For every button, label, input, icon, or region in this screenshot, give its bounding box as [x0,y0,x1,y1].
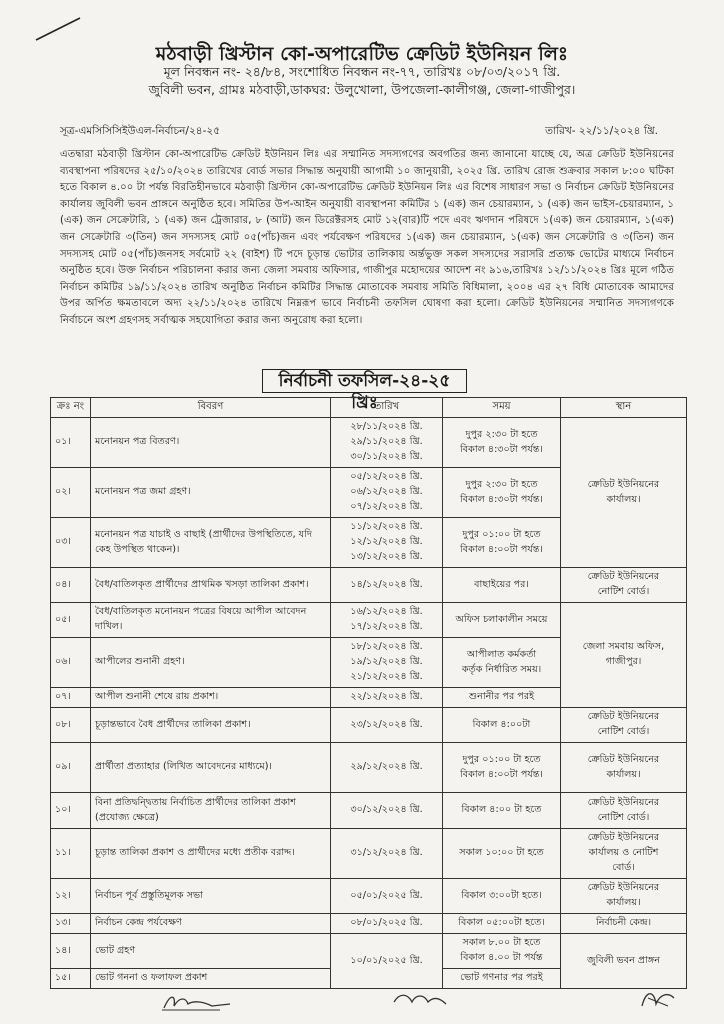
row-dates [331,708,443,743]
row-date: ১০/০১/২০২৫ খ্রি. [350,954,423,966]
table-row [51,934,687,969]
place-line: ক্রেডিট ইউনিয়নের [587,882,660,893]
row-description: চূড়ান্তভাবে বৈধ প্রার্থীদের তালিকা প্রকাশ। [91,708,331,743]
row-time [443,969,561,989]
row-date: ০৫/০১/২০২৫ খ্রি. [350,889,423,901]
row-description: ভোট গননা ও ফলাফল প্রকাশ [91,969,331,989]
notice-body-paragraph: এতদ্বারা মঠবাড়ী খ্রিস্টান কো-অপারেটিভ ক্রেডিট ইউনিয়ন লিঃ এর সম্মানিত সদস্যগণের অবগতির জন্য জানানো যাচ্ছে যে, অত্র ক্রেডিট ইউনিয়নের ব্যবস্থাপনা পরিষদের ২৫/১০/২০২৪ তারিখের বোর্ড সভার সিদ্ধান্ত অনুযায়ী আগামী ১০ জানুয়ারী, ২০২৫ খ্রি. তারিখ রোজ শুক্রবার সকাল ৮:০০ ঘটিকা হতে বিকাল ৪.০০ টা পর্যন্ত বিরতিহীনভাবে মঠবাড়ী খ্রিস্টান কো-অপারেটিভ ক্রেডিট ইউনিয়ন লিঃ এর বিশেষ সাধারণ সভা ও নির্বাচন ক্রেডিট ইউনিয়নের কার্যালয় জুবিলী ভবন প্রাঙ্গনে অনুষ্ঠিত হবে। সমিতির উপ-আইন অনুযায়ী ব্যবস্থাপনা কমিটির ১ (এক) জন চেয়ারম্যান, ১ (এক) জন ভাইস-চেয়ারম্যান, ১ (এক) জন সেক্রেটারি, ১ (এক) জন ট্রেজারার, ৮ (আট) জন ডিরেক্টরসহ মোট ১২(বার)টি পদে এবং ঋণদান পরিষদে ১(এক) জন চেয়ারম্যান, ১(এক) জন সেক্রেটারি ৩(তিন) জন সদস্যসহ মোট ০৫(পাঁচ)জন এবং পর্যবেক্ষণ পরিষদের ১(এক) জন চেয়ারম্যান, ১(এক) জন সেক্রেটারি ও ৩(তিন) জন সদস্যসহ মোট ০৫(পাঁচ)জনসহ সর্বমোট ২২ (বাইশ) টি পদে চূড়ান্ত ভোটার তালিকায় অর্ন্তভুক্ত সকল সদস্যদের সরাসরি প্রত্যক্ষ ভোটের মাধ্যমে নির্বাচন অনুষ্ঠিত হবে। উক্ত নির্বাচন পরিচালনা করার জন্য জেলা সমবায় অফিসার, গাজীপুর মহোদয়ের আদেশ নং ৯১৬,তারিখঃ ১২/১১/২০২৪ খ্রিঃ মূলে গঠিত নির্বাচন কমিটির ১৯/১১/২০২৪ তারিখ অনুষ্ঠিত নির্বাচন কমিটির সিদ্ধান্ত মোতাবেক সমবায় সমিতি বিধিমালা, ২০০৪ এর ২৭ বিধি মোতাবেক আমাদের উপর অর্পিত ক্ষমতাবলে অদ্য ২২/১১/২০২৪ তারিখে নিম্নরূপ ভাবে নির্বাচনী তফসিল ঘোষণা করা হলো। ক্রেডিট ইউনিয়নের সম্মানিত সদস্যগণকে নির্বাচনে অংশ গ্রহণসহ সর্বাত্মক সহযোগিতা করার জন্য অনুরোধ করা হলো। [60,149,674,326]
row-time-line: ভোট গণনার পর পরই [460,972,543,983]
place-line: ক্রেডিট ইউনিয়নের [587,478,660,490]
row-serial: ০২। [51,468,91,518]
organization-title: মঠবাড়ী খ্রিস্টান কো-অপারেটিভ ক্রেডিট ইউনিয়ন লিঃ [155,43,569,65]
row-time-line: দুপুর ২:৩০ টা হতে [465,478,538,490]
row-time [443,638,561,688]
row-dates [331,934,443,989]
row-place [561,829,687,879]
row-dates [331,879,443,914]
row-date: ২১/১২/২০২৪ খ্রি. [350,671,423,682]
row-date: ১৮/১২/২০২৪ খ্রি. [350,641,423,652]
row-time-line: বিকাল ৪:০০টা [472,718,531,730]
row-date: ০৭/১২/২০২৪ খ্রি. [350,501,423,512]
row-date: ১৬/১২/২০২৪ খ্রি. [350,606,423,617]
place-line: ক্রেডিট ইউনিয়নের [587,753,660,765]
row-description: বৈধ/বাতিলকৃত প্রার্থীদের প্রাথমিক খসড়া তালিকা প্রকাশ। [91,568,331,603]
place-line: নোটিশ বোর্ড। [597,726,650,737]
row-place [561,603,687,708]
row-serial: ০৮। [51,708,91,743]
row-time-line: বিকাল ৪:৩০টা পর্যন্ত। [460,493,543,505]
signature-center [390,988,450,1010]
row-dates [331,914,443,934]
row-time [443,688,561,708]
column-header-time: সময় [443,398,561,418]
row-date: ৩০/১২/২০২৪ খ্রি. [350,804,423,815]
row-time [443,468,561,518]
row-time-line: সকাল ১০:০০ টা হতে [459,847,544,858]
row-date: ২৯/১২/২০২৪ খ্রি. [350,761,423,772]
row-time-line: বিকাল ৪:০০ টা হতে [461,804,542,815]
column-header-description: বিবরণ [91,398,331,418]
row-place [561,914,687,934]
row-time-line: দুপুর ০১:০০ টা হতে [462,528,541,540]
row-date: ৩০/১১/২০২৪ খ্রি. [350,451,423,462]
row-serial: ০৫। [51,603,91,638]
row-time-line: দুপুর ২:৩০ টা হতে [465,428,538,440]
row-serial: ০৪। [51,568,91,603]
row-time-line: বিকাল ৪.০০ টা পর্যন্ত [460,952,543,963]
row-place [561,743,687,793]
row-time-line: শুনানীর পর পরই [468,691,535,702]
table-row [51,568,687,603]
place-line: ক্রেডিট ইউনিয়নের [587,571,660,582]
row-date: ১২/১২/২০২৪ খ্রি. [350,536,423,547]
notice-date: তারিখ- ২২/১১/২০২৪ খ্রি. [545,125,658,137]
row-description: চূড়ান্ত তালিকা প্রকাশ ও প্রার্থীদের মধ্যে প্রতীক বরাদ্দ। [91,829,331,879]
column-header-serial: ক্রঃ নং [51,398,91,418]
row-serial: ১১। [51,829,91,879]
row-time [443,418,561,468]
row-dates [331,829,443,879]
row-serial: ১০। [51,793,91,829]
row-serial: ০৬। [51,638,91,688]
place-line: কার্যালয়। [606,493,641,505]
row-dates [331,418,443,468]
row-time-line: সকাল ৮.০০ টা হতে [462,937,541,948]
row-description: বৈধ/বাতিলকৃত মনোনয়ন পত্রের বিষয়ে আপীল আবেদন দাখিল। [91,603,331,638]
table-row [51,418,687,468]
place-line: জুবিলী ভবন প্রাঙ্গন [587,954,660,966]
row-description: প্রার্থীতা প্রত্যাহার (লিখিত আবেদনের মাধ্যমে)। [91,743,331,793]
place-line: ক্রেডিট ইউনিয়নের [587,796,660,808]
column-header-date: তারিখ [331,398,443,418]
row-serial: ০৯। [51,743,91,793]
place-line: কার্যালয়। [606,768,641,780]
row-time-line: বিকাল ৪:০০টা পর্যন্ত। [460,768,543,780]
row-date: ১১/১২/২০২৪ খ্রি. [350,521,423,532]
row-description: মনোনয়ন পত্র জমা গ্রহণ। [91,468,331,518]
place-line: গাজীপুর। [605,656,642,667]
row-serial: ১৪। [51,934,91,969]
place-line: কার্যালয় ও নোটিশ [588,847,659,858]
row-serial: ০৩। [51,518,91,568]
row-date: ০৫/১২/২০২৪ খ্রি. [350,471,423,482]
row-serial: ১২। [51,879,91,914]
row-place [561,793,687,829]
row-time [443,879,561,914]
row-date: ১৩/১২/২০২৪ খ্রি. [350,551,423,562]
row-time [443,518,561,568]
row-description: নির্বাচন কেন্দ্র পর্যবেক্ষণ [91,914,331,934]
row-serial: ১৩। [51,914,91,934]
row-time-line: বিকাল ০৫:০০টা হতে। [458,917,545,928]
row-time [443,914,561,934]
row-time-line: দুপুর ০১:০০ টা হতে [462,753,541,765]
address-line: জুবিলী ভবন, গ্রামঃ মঠবাড়ী,ডাকঘর: উলুখোলা, উপজেলা-কালীগঞ্জ, জেলা-গাজীপুর। [148,82,576,97]
row-time [443,743,561,793]
row-description: বিনা প্রতিদ্বন্দ্বিতায় নির্বাচিত প্রার্থীদের তালিকা প্রকাশ (প্রযোজ্য ক্ষেত্রে) [91,793,331,829]
row-dates [331,568,443,603]
table-row [51,708,687,743]
row-time-line: আপীলাত কর্মকর্তা [466,648,537,660]
row-dates [331,603,443,638]
row-date: ৩১/১২/২০২৪ খ্রি. [350,847,423,858]
signature-right [638,986,678,1012]
table-row [51,603,687,638]
row-dates [331,793,443,829]
row-time-line: বিকাল ৩:০০টা হতে। [461,889,542,901]
schedule-title: নির্বাচনী তফসিল-২৪-২৫ খ্রিঃ [262,369,467,393]
election-schedule-table [50,397,687,989]
row-date: ২৩/১২/২০২৪ খ্রি. [350,718,423,730]
row-description: আপীল শুনানী শেষে রায় প্রকাশ। [91,688,331,708]
row-dates [331,688,443,708]
row-serial: ০১। [51,418,91,468]
row-time [443,934,561,969]
table-row [51,879,687,914]
row-description: মনোনয়ন পত্র যাচাই ও বাছাই (প্রার্থীদের উপস্থিতিতে, যদি কেহ উপস্থিত থাকেন)। [91,518,331,568]
row-time [443,793,561,829]
row-time [443,829,561,879]
table-row [51,829,687,879]
row-serial: ১৫। [51,969,91,989]
row-date: ১৯/১২/২০২৪ খ্রি. [350,656,423,667]
row-time-line: কর্তৃক নির্ধারিত সময়। [461,663,542,675]
row-time [443,603,561,638]
row-description: ভোট গ্রহণ [91,934,331,969]
place-line: জেলা সমবায় অফিস, [582,641,665,652]
table-row [51,793,687,829]
row-time-line: বাছাইয়ের পর। [474,578,529,590]
place-line: ক্রেডিট ইউনিয়নের [587,711,660,722]
registration-line: মূল নিবন্ধন নং- ২৪/৮৪, সংশোধিত নিবন্ধন নং-৭৭, তারিখঃ ০৮/০৩/২০১৭ খ্রি. [163,64,561,79]
place-line: নোটিশ বোর্ড। [597,586,650,597]
row-date: ১৪/১২/২০২৪ খ্রি. [350,578,423,590]
row-time-line: অফিস চলাকালীন সময়ে [455,613,548,625]
row-place [561,708,687,743]
row-time-line: বিকাল ৪:০০টা পর্যন্ত। [460,543,543,555]
row-date: ১৭/১২/২০২৪ খ্রি. [350,621,423,632]
row-place [561,934,687,989]
row-place [561,568,687,603]
row-dates [331,638,443,688]
place-line: নির্বাচনী কেন্দ্র। [595,917,652,928]
row-description: নির্বাচন পূর্ব প্রস্তুতিমূলক সভা [91,879,331,914]
row-place [561,879,687,914]
row-date: ০৮/০১/২০২৫ খ্রি. [350,917,423,928]
row-dates [331,468,443,518]
place-line: নোটিশ বোর্ড। [597,811,650,823]
row-place [561,418,687,568]
row-dates [331,518,443,568]
row-date: ২৮/১১/২০২৪ খ্রি. [350,421,423,432]
row-time [443,708,561,743]
row-description: আপীলের শুনানী গ্রহণ। [91,638,331,688]
place-line: বোর্ড। [612,862,635,873]
reference-number: সূত্র-এমসিসিসিইউএল-নির্বাচন/২৪-২৫ [60,125,221,137]
row-time [443,568,561,603]
column-header-place: স্থান [561,398,687,418]
row-date: ২৯/১১/২০২৪ খ্রি. [350,436,423,447]
row-dates [331,743,443,793]
row-time-line: বিকাল ৪:৩০টা পর্যন্ত। [460,443,543,455]
row-date: ০৬/১২/২০২৪ খ্রি. [350,486,423,497]
table-row [51,914,687,934]
row-description: মনোনয়ন পত্র বিতরণ। [91,418,331,468]
row-date: ২২/১২/২০২৪ খ্রি. [350,691,423,702]
signature-left [160,990,240,1014]
place-line: ক্রেডিট ইউনিয়নের [587,832,660,843]
table-header-row [51,398,687,418]
place-line: কার্যালয়। [606,897,641,908]
row-serial: ০৭। [51,688,91,708]
table-row [51,743,687,793]
